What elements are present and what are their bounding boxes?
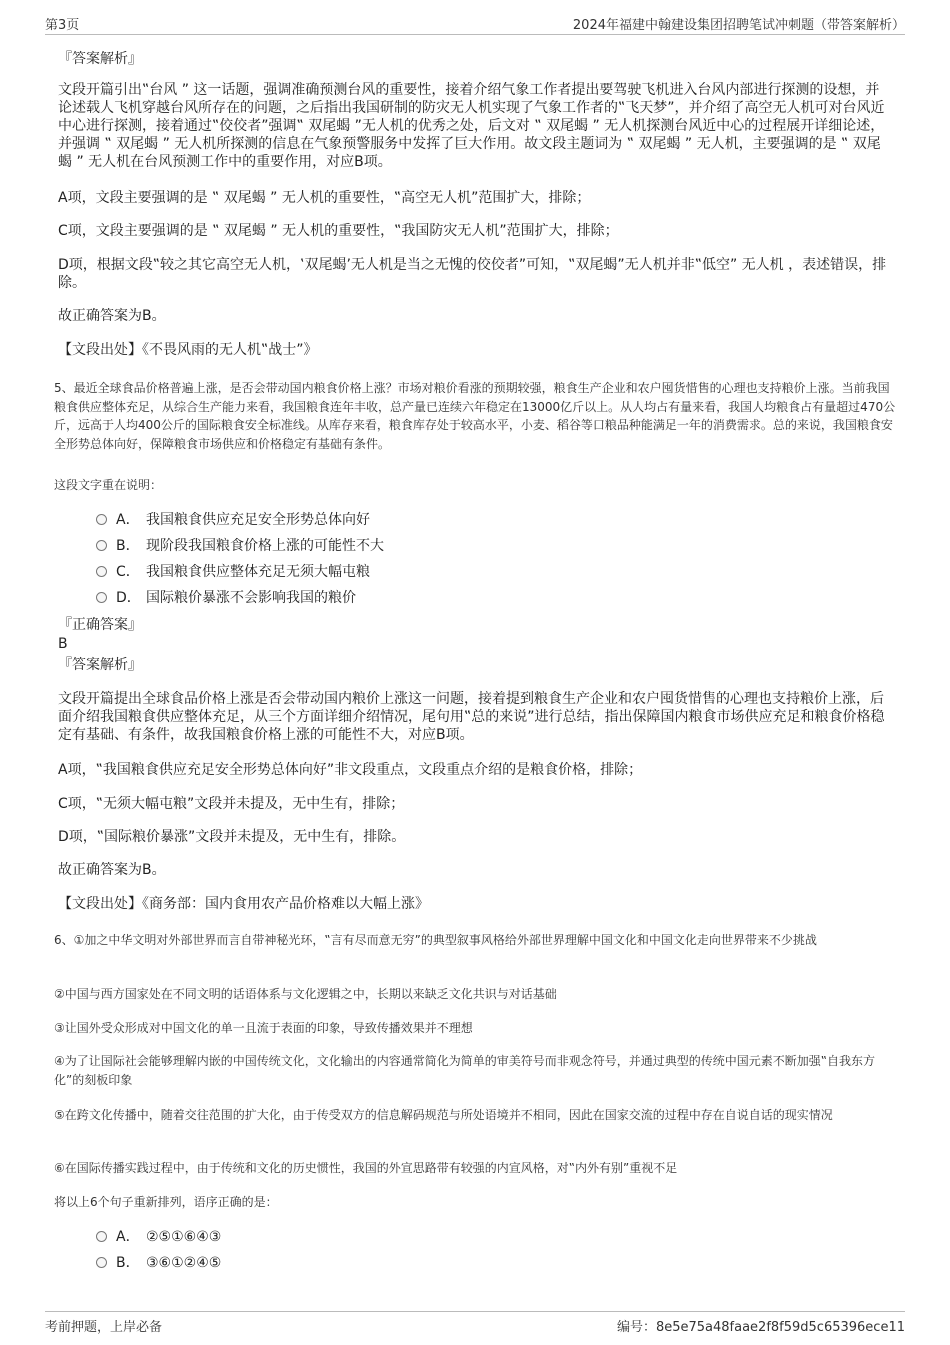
q5-conclusion: 故正确答案为B。: [58, 862, 166, 878]
q5-analysis-paragraph: 文段开篇提出全球食品价格上涨是否会带动国内粮价上涨这一问题，接着提到粮食生产企业和农户囤货惜售的心理也支持粮价上涨，后面介绍我国粮食供应整体充足，从三个方面详细介绍情况，尾句用‟总的来说”进行总结，指出保障国内粮食市场供应充足和粮食价格稳定有基础、有条件，故我国粮食价格上涨的可能性不大，对应B项。: [58, 691, 885, 743]
q6-sentence-2: ②中国与西方国家处在不同文明的话语体系与文化逻辑之中，长期以来缺乏文化共识与对话基础: [54, 987, 557, 1001]
q5-option-c[interactable]: C． 我国粮食供应整体充足无须大幅屯粮: [96, 563, 370, 581]
q4-analysis-option-d: D项，根据文段‟较之其它高空无人机，‛双尾蝎’无人机是当之无愧的佼佼者”可知，‟双尾蝎”无人机并非‟低空” 无人机 ，表述错误，排除。: [58, 257, 887, 291]
q4-conclusion: 故正确答案为B。: [58, 308, 166, 324]
page-number: 第3页: [45, 18, 80, 33]
q5-analysis-option-d: D项，‟国际粮价暴涨”文段并未提及，无中生有，排除。: [58, 829, 406, 845]
q4-analysis-option-c: C项，文段主要强调的是 ‟ 双尾蝎 ” 无人机的重要性，‟我国防灾无人机”范围扩大，排除；: [58, 223, 619, 239]
document-title: 2024年福建中翰建设集团招聘笔试冲刺题（带答案解析）: [572, 18, 905, 33]
q5-prompt: 这段文字重在说明：: [54, 478, 163, 492]
radio-icon[interactable]: [96, 592, 107, 603]
q4-source: 【文段出处】《不畏风雨的无人机‟战士”》: [58, 342, 318, 358]
radio-icon[interactable]: [96, 514, 107, 525]
q5-stem: 5、最近全球食品价格普遍上涨，是否会带动国内粮食价格上涨？市场对粮价看涨的预期较强，粮食生产企业和农户囤货惜售的心理也支持粮价上涨。当前我国粮食供应整体充足，从综合生产能力来看，我国粮食连年丰收，总产量已连续六年稳定在13000亿斤以上。从人均占有量来看，我国人均粮食占有量超过470公斤，远高于人均400公斤的国际粮食安全标准线。从库存来看，粮食库存处于较高水平，小麦、稻谷等口粮品种能满足一年的消费需求。总的来说，我国粮食安全形势总体向好，保障粮食市场供应和价格稳定有基础有条件。: [54, 381, 896, 451]
q5-answer: B: [58, 636, 68, 652]
q5-analysis-option-c: C项，‟无须大幅屯粮”文段并未提及，无中生有，排除；: [58, 796, 405, 812]
q5-answer-label: 『正确答案』: [58, 617, 142, 633]
radio-icon[interactable]: [96, 540, 107, 551]
q5-source: 【文段出处】《商务部：国内食用农产品价格难以大幅上涨》: [58, 896, 429, 912]
q6-option-b[interactable]: B． ③⑥①②④⑤: [96, 1254, 221, 1272]
radio-icon[interactable]: [96, 566, 107, 577]
q5-option-d[interactable]: D． 国际粮价暴涨不会影响我国的粮价: [96, 589, 356, 607]
q6-sentence-5: ⑤在跨文化传播中，随着交往范围的扩大化，由于传受双方的信息解码规范与所处语境并不相同，因此在国家交流的过程中存在自说自话的现实情况: [54, 1108, 833, 1122]
q5-option-b[interactable]: B． 现阶段我国粮食价格上涨的可能性不大: [96, 537, 384, 555]
q4-analysis-option-a: A项，文段主要强调的是 ‟ 双尾蝎 ” 无人机的重要性，‟高空无人机”范围扩大，排除；: [58, 190, 591, 206]
radio-icon[interactable]: [96, 1231, 107, 1242]
q6-option-a[interactable]: A． ②⑤①⑥④③: [96, 1228, 221, 1246]
footer-slogan: 考前押题，上岸必备: [45, 1320, 163, 1335]
q5-option-a[interactable]: A． 我国粮食供应充足安全形势总体向好: [96, 511, 370, 529]
q6-sentence-1: 6、①加之中华文明对外部世界而言自带神秘光环，‟言有尽而意无穷”的典型叙事风格给外部世界理解中国文化和中国文化走向世界带来不少挑战: [54, 933, 817, 947]
q6-sentence-3: ③让国外受众形成对中国文化的单一且流于表面的印象，导致传播效果并不理想: [54, 1021, 473, 1035]
radio-icon[interactable]: [96, 1257, 107, 1268]
q4-analysis-label: 『答案解析』: [58, 51, 142, 67]
q6-sentence-6: ⑥在国际传播实践过程中，由于传统和文化的历史惯性，我国的外宣思路带有较强的内宣风格，对‟内外有别”重视不足: [54, 1161, 678, 1175]
page-footer: [45, 1311, 905, 1336]
q4-analysis-paragraph: 文段开篇引出‟台风 ” 这一话题，强调准确预测台风的重要性，接着介绍气象工作者提出要驾驶飞机进入台风内部进行探测的设想，并论述载人飞机穿越台风所存在的问题，之后指出我国研制的防灾无人机实现了气象工作者的‟飞天梦”，并介绍了高空无人机可对台风近中心进行探测，接着通过‟佼佼者”强调‟ 双尾蝎 ”无人机的优秀之处，后文对 ‟ 双尾蝎 ” 无人机探测台风近中心的过程展开详细论述，并强调 ‟ 双尾蝎 ” 无人机所探测的信息在气象预警服务中发挥了巨大作用。故文段主题词为 ‟ 双尾蝎 ” 无人机，主要强调的是 ‟ 双尾蝎 ” 无人机在台风预测工作中的重要作用，对应B项。: [58, 82, 885, 170]
q5-analysis-label: 『答案解析』: [58, 657, 142, 673]
q6-prompt: 将以上6个句子重新排列，语序正确的是：: [54, 1195, 278, 1209]
q5-analysis-option-a: A项，‟我国粮食供应充足安全形势总体向好”非文段重点，文段重点介绍的是粮食价格，排除；: [58, 762, 643, 778]
q6-sentence-4: ④为了让国际社会能够理解内嵌的中国传统文化，文化输出的内容通常简化为简单的审美符号而非观念符号，并通过典型的传统中国元素不断加强‟自我东方化”的刻板印象: [54, 1054, 875, 1087]
page-header: [45, 14, 905, 35]
document-id: 编号：8e5e75a48faae2f8f59d5c65396ece11: [616, 1320, 905, 1335]
